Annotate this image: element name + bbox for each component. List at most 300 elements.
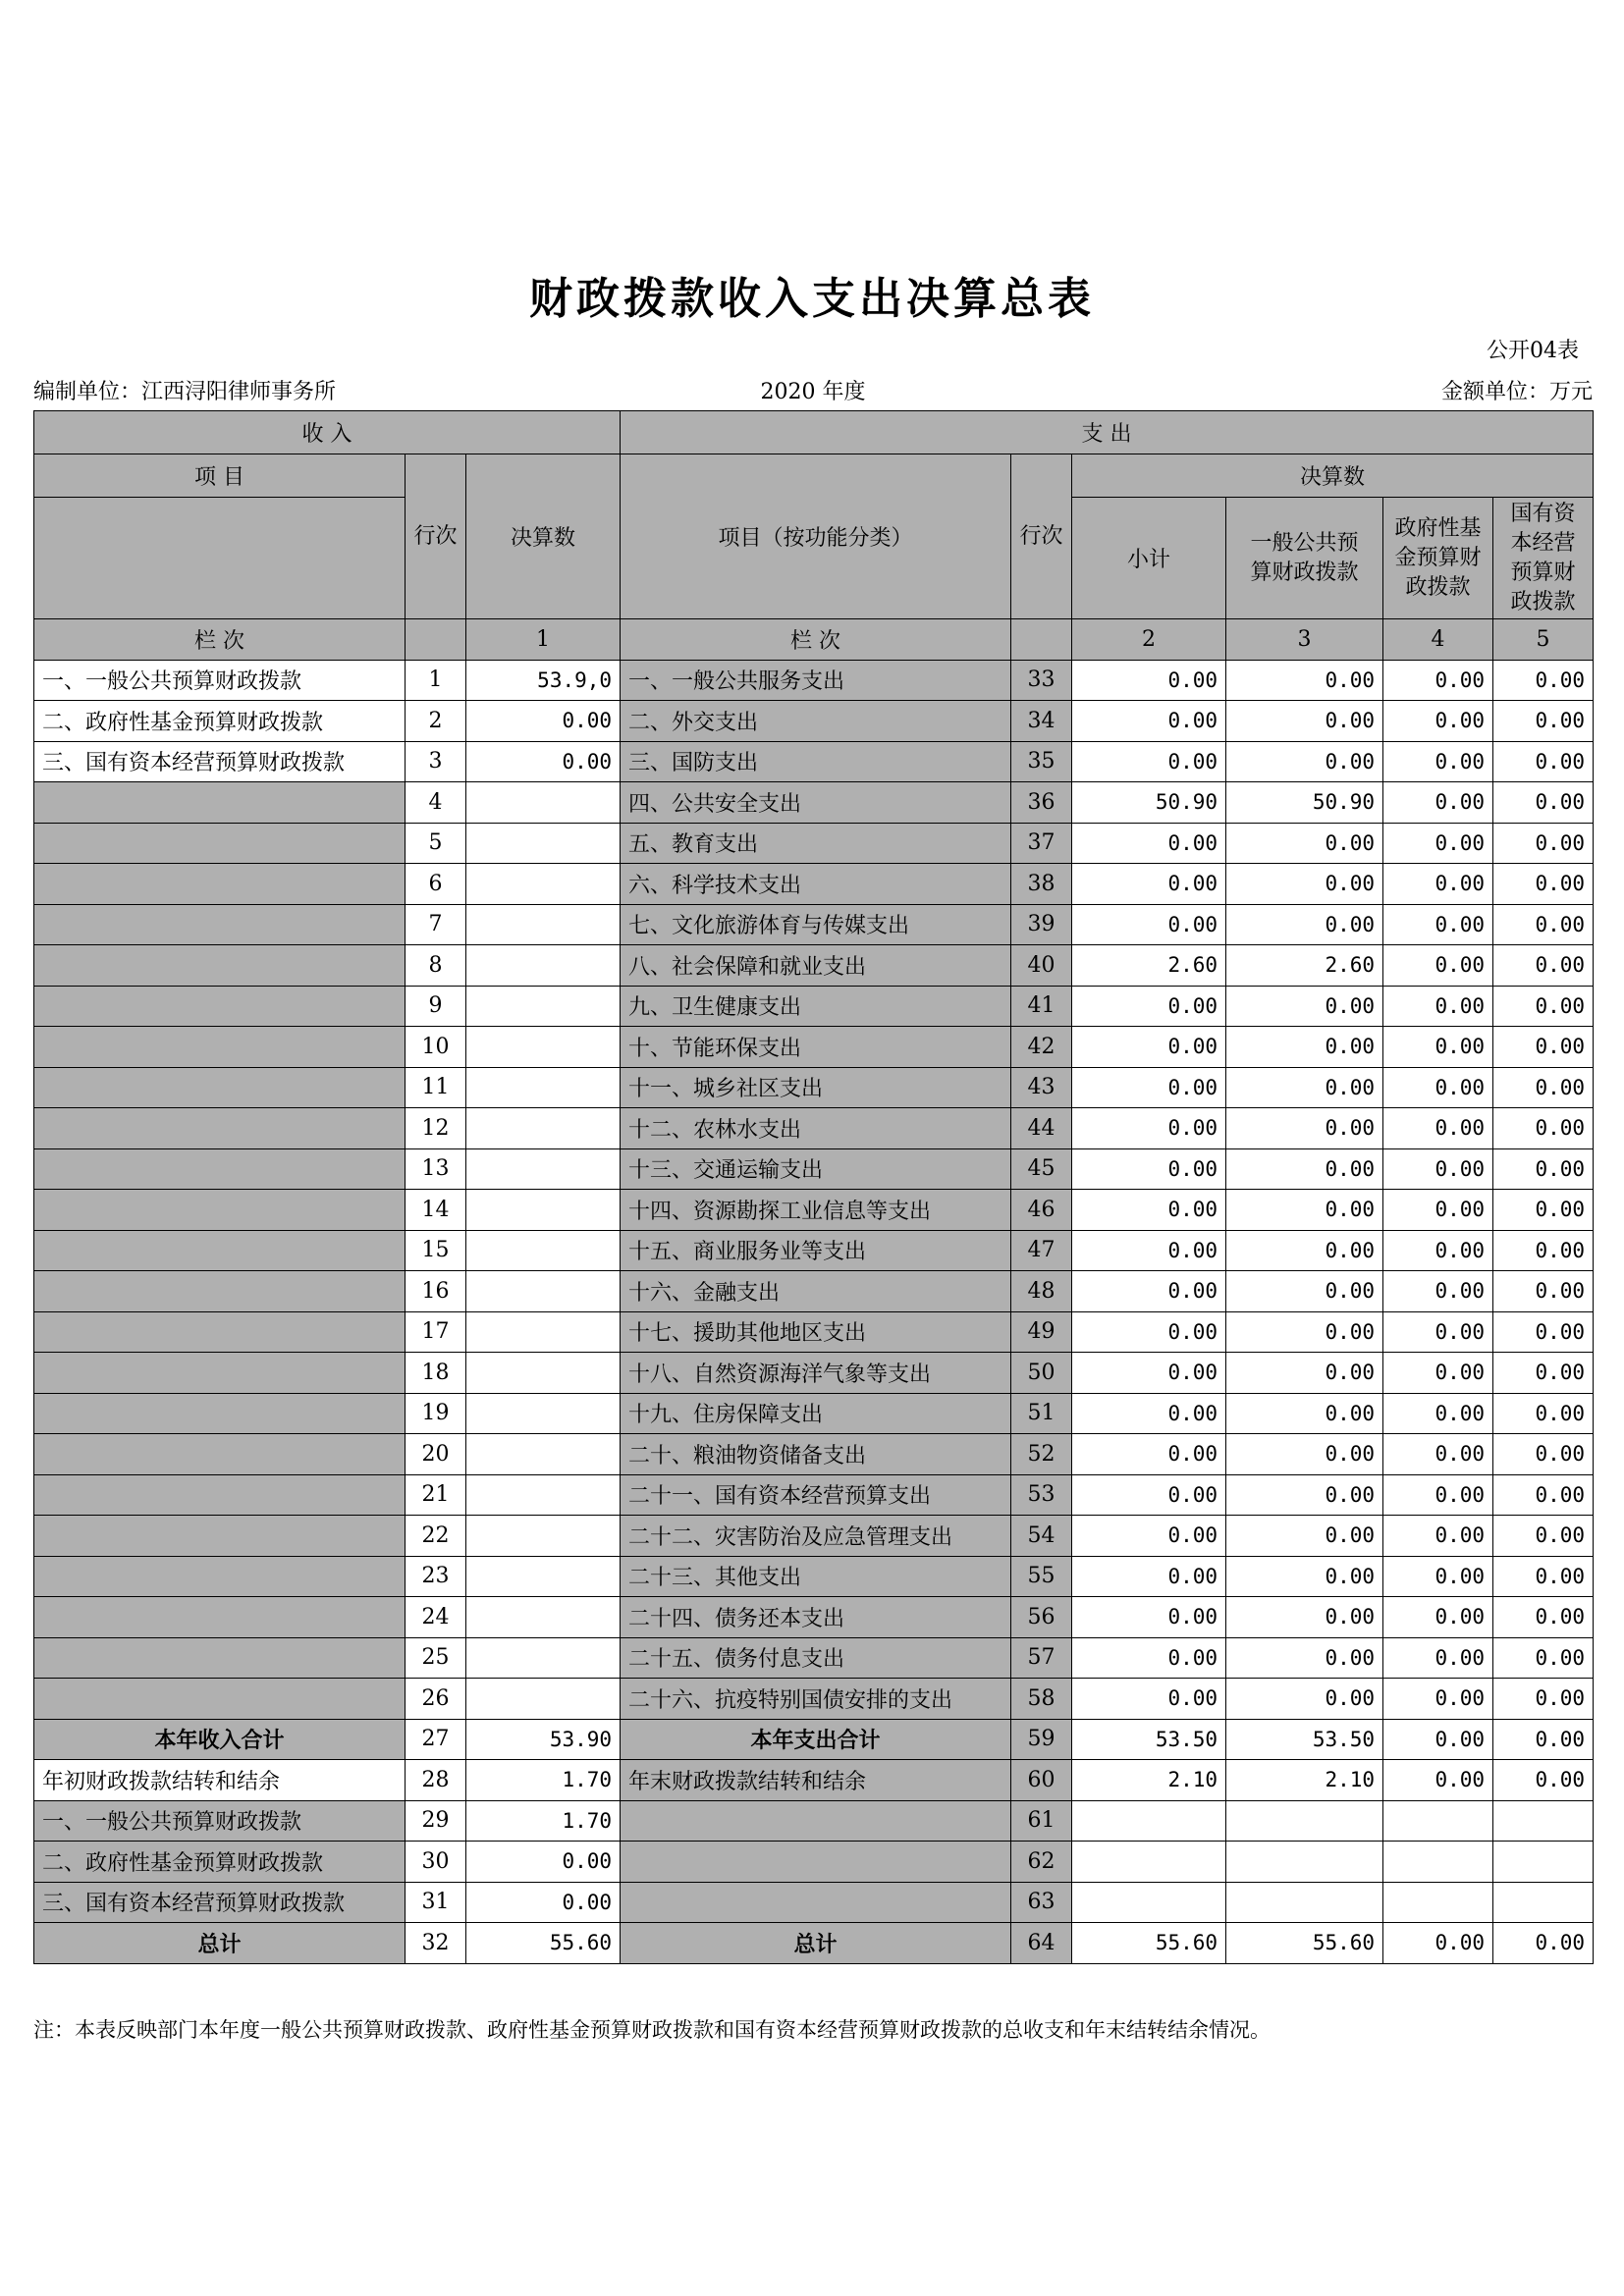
income-item	[34, 1271, 406, 1312]
income-amount	[466, 1108, 621, 1149]
subtotal-value	[1072, 1800, 1226, 1842]
state-capital-value: 0.00	[1493, 1679, 1594, 1720]
state-capital-value: 0.00	[1493, 986, 1594, 1027]
income-item	[34, 782, 406, 824]
expense-row-no: 58	[1011, 1679, 1072, 1720]
expense-item: 十一、城乡社区支出	[621, 1067, 1011, 1108]
subtotal-value: 0.00	[1072, 1067, 1226, 1108]
income-row-no: 19	[406, 1393, 466, 1434]
income-amount: 1.70	[466, 1800, 621, 1842]
income-row-no: 2	[406, 701, 466, 742]
col-3: 3	[1226, 619, 1383, 661]
table-row	[34, 1190, 1594, 1231]
income-row-no: 29	[406, 1800, 466, 1842]
expense-row-no: 45	[1011, 1148, 1072, 1190]
form-number: 公开04表	[1487, 339, 1579, 363]
subtotal-value: 0.00	[1072, 1474, 1226, 1516]
expense-item: 十七、援助其他地区支出	[621, 1311, 1011, 1353]
expense-item	[621, 1800, 1011, 1842]
subtotal-value: 0.00	[1072, 1516, 1226, 1557]
income-item	[34, 1190, 406, 1231]
subtotal-value: 2.10	[1072, 1760, 1226, 1801]
income-row-no: 21	[406, 1474, 466, 1516]
expense-row-no: 61	[1011, 1800, 1072, 1842]
col-4: 4	[1383, 619, 1493, 661]
table-row	[34, 782, 1594, 824]
table-row	[34, 1067, 1594, 1108]
state-capital-header: 国有资本经营预算财政拨款	[1493, 498, 1594, 619]
expense-row-no: 42	[1011, 1027, 1072, 1068]
general-budget-value: 0.00	[1226, 1353, 1383, 1394]
income-amount	[466, 1353, 621, 1394]
expense-item: 总计	[621, 1923, 1011, 1964]
income-row-no: 18	[406, 1353, 466, 1394]
fund-budget-value: 0.00	[1383, 1311, 1493, 1353]
income-amount	[466, 1311, 621, 1353]
fund-budget-value: 0.00	[1383, 1474, 1493, 1516]
fund-budget-header: 政府性基金预算财政拨款	[1383, 498, 1493, 619]
table-row	[34, 741, 1594, 782]
general-budget-value	[1226, 1800, 1383, 1842]
subtotal-value: 0.00	[1072, 1230, 1226, 1271]
income-row-no: 8	[406, 945, 466, 987]
amount-header: 决算数	[466, 454, 621, 619]
fund-budget-value: 0.00	[1383, 1434, 1493, 1475]
subtotal-value: 0.00	[1072, 823, 1226, 864]
expense-row-no: 44	[1011, 1108, 1072, 1149]
state-capital-value: 0.00	[1493, 660, 1594, 701]
expense-item: 三、国防支出	[621, 741, 1011, 782]
income-item: 总计	[34, 1923, 406, 1964]
income-item	[34, 864, 406, 905]
table-body	[34, 660, 1594, 1963]
subtotal-value: 0.00	[1072, 1556, 1226, 1597]
table-row	[34, 904, 1594, 945]
total-row	[34, 1923, 1594, 1964]
state-capital-value: 0.00	[1493, 1719, 1594, 1760]
table-row	[34, 1597, 1594, 1638]
income-row-no: 14	[406, 1190, 466, 1231]
general-budget-value: 2.60	[1226, 945, 1383, 987]
income-amount: 0.00	[466, 1842, 621, 1883]
subtotal-value: 0.00	[1072, 986, 1226, 1027]
expense-row-no: 54	[1011, 1516, 1072, 1557]
expense-item: 十、节能环保支出	[621, 1027, 1011, 1068]
expense-row-no: 50	[1011, 1353, 1072, 1394]
general-budget-value: 0.00	[1226, 904, 1383, 945]
general-budget-value: 0.00	[1226, 823, 1383, 864]
state-capital-value: 0.00	[1493, 1148, 1594, 1190]
expense-item: 十四、资源勘探工业信息等支出	[621, 1190, 1011, 1231]
subtotal-value: 0.00	[1072, 1148, 1226, 1190]
expense-item	[621, 1882, 1011, 1923]
item-header: 项 目	[34, 454, 406, 498]
col-2: 2	[1072, 619, 1226, 661]
income-item: 一、一般公共预算财政拨款	[34, 1800, 406, 1842]
subtotal-value: 50.90	[1072, 782, 1226, 824]
income-row-no: 25	[406, 1637, 466, 1679]
income-amount: 53.90	[466, 1719, 621, 1760]
state-capital-value: 0.00	[1493, 741, 1594, 782]
general-budget-value: 0.00	[1226, 1679, 1383, 1720]
income-row-no: 24	[406, 1597, 466, 1638]
expense-row-no: 52	[1011, 1434, 1072, 1475]
income-item	[34, 1027, 406, 1068]
state-capital-value: 0.00	[1493, 1393, 1594, 1434]
general-budget-value: 0.00	[1226, 1393, 1383, 1434]
subtotal-value: 53.50	[1072, 1719, 1226, 1760]
income-row-no: 13	[406, 1148, 466, 1190]
general-budget-value: 0.00	[1226, 741, 1383, 782]
income-amount	[466, 1637, 621, 1679]
subtotal-value: 0.00	[1072, 1353, 1226, 1394]
expense-row-no: 47	[1011, 1230, 1072, 1271]
expense-item: 八、社会保障和就业支出	[621, 945, 1011, 987]
subtotal-value: 0.00	[1072, 1108, 1226, 1149]
income-item	[34, 823, 406, 864]
income-item	[34, 1393, 406, 1434]
expense-item: 十六、金融支出	[621, 1271, 1011, 1312]
general-budget-value: 0.00	[1226, 1311, 1383, 1353]
income-item	[34, 1556, 406, 1597]
income-row-no: 22	[406, 1516, 466, 1557]
income-item: 二、政府性基金预算财政拨款	[34, 1842, 406, 1883]
expense-item: 二十一、国有资本经营预算支出	[621, 1474, 1011, 1516]
income-item	[34, 1474, 406, 1516]
table-header	[34, 411, 1594, 661]
general-budget-value: 0.00	[1226, 986, 1383, 1027]
income-item: 二、政府性基金预算财政拨款	[34, 701, 406, 742]
expense-item: 二十、粮油物资储备支出	[621, 1434, 1011, 1475]
income-item	[34, 1230, 406, 1271]
expense-row-no: 49	[1011, 1311, 1072, 1353]
state-capital-value: 0.00	[1493, 823, 1594, 864]
income-row-no: 9	[406, 986, 466, 1027]
income-amount	[466, 823, 621, 864]
page-title: 财政拨款收入支出决算总表	[529, 274, 1095, 324]
fiscal-year: 2020 年度	[760, 380, 866, 404]
expense-row-no: 33	[1011, 660, 1072, 701]
state-capital-value: 0.00	[1493, 1190, 1594, 1231]
row-no-header: 行次	[1011, 454, 1072, 619]
fund-budget-value: 0.00	[1383, 823, 1493, 864]
income-amount	[466, 1148, 621, 1190]
fund-budget-value: 0.00	[1383, 1190, 1493, 1231]
income-item	[34, 1434, 406, 1475]
income-row-no: 1	[406, 660, 466, 701]
expense-row-no: 48	[1011, 1271, 1072, 1312]
income-item: 年初财政拨款结转和结余	[34, 1760, 406, 1801]
state-capital-value	[1493, 1882, 1594, 1923]
subtotal-value: 0.00	[1072, 1679, 1226, 1720]
expense-item: 年末财政拨款结转和结余	[621, 1760, 1011, 1801]
expense-item: 五、教育支出	[621, 823, 1011, 864]
income-row-no: 16	[406, 1271, 466, 1312]
expense-item: 十二、农林水支出	[621, 1108, 1011, 1149]
table-row	[34, 1556, 1594, 1597]
fund-budget-value: 0.00	[1383, 904, 1493, 945]
income-row-no: 28	[406, 1760, 466, 1801]
subtotal-value: 0.00	[1072, 1027, 1226, 1068]
income-item	[34, 1637, 406, 1679]
table-row	[34, 823, 1594, 864]
income-amount: 0.00	[466, 741, 621, 782]
table-row	[34, 1353, 1594, 1394]
fund-budget-value: 0.00	[1383, 1230, 1493, 1271]
general-budget-value: 0.00	[1226, 1148, 1383, 1190]
state-capital-value: 0.00	[1493, 1311, 1594, 1353]
income-row-no: 11	[406, 1067, 466, 1108]
income-amount: 0.00	[466, 1882, 621, 1923]
fund-budget-value: 0.00	[1383, 1393, 1493, 1434]
subtotal-value: 2.60	[1072, 945, 1226, 987]
income-item	[34, 1597, 406, 1638]
general-budget-value: 55.60	[1226, 1923, 1383, 1964]
general-budget-value: 0.00	[1226, 1434, 1383, 1475]
income-item	[34, 904, 406, 945]
expense-row-no: 57	[1011, 1637, 1072, 1679]
subtotal-value: 0.00	[1072, 1393, 1226, 1434]
table-row	[34, 1148, 1594, 1190]
expense-item: 七、文化旅游体育与传媒支出	[621, 904, 1011, 945]
expense-item: 二十三、其他支出	[621, 1556, 1011, 1597]
state-capital-value: 0.00	[1493, 1230, 1594, 1271]
table-row	[34, 1311, 1594, 1353]
fund-budget-value: 0.00	[1383, 1271, 1493, 1312]
subtotal-value	[1072, 1842, 1226, 1883]
general-budget-value: 0.00	[1226, 1516, 1383, 1557]
income-amount	[466, 945, 621, 987]
income-amount	[466, 1679, 621, 1720]
general-budget-value: 0.00	[1226, 1027, 1383, 1068]
income-item	[34, 1679, 406, 1720]
income-row-no: 12	[406, 1108, 466, 1149]
expense-row-no: 46	[1011, 1190, 1072, 1231]
subtotal-value	[1072, 1882, 1226, 1923]
general-budget-value: 0.00	[1226, 1230, 1383, 1271]
table-row	[34, 1230, 1594, 1271]
general-budget-value: 50.90	[1226, 782, 1383, 824]
table-row	[34, 1108, 1594, 1149]
col-label: 栏 次	[621, 619, 1011, 661]
subtotal-header: 小计	[1072, 498, 1226, 619]
table-row	[34, 1679, 1594, 1720]
expense-row-no: 51	[1011, 1393, 1072, 1434]
income-amount: 53.9,0	[466, 660, 621, 701]
income-amount	[466, 1271, 621, 1312]
state-capital-value: 0.00	[1493, 1760, 1594, 1801]
money-unit: 金额单位：万元	[1440, 380, 1593, 404]
income-amount	[466, 1516, 621, 1557]
income-item	[34, 1108, 406, 1149]
income-amount	[466, 1393, 621, 1434]
fund-budget-value: 0.00	[1383, 1597, 1493, 1638]
income-item	[34, 1516, 406, 1557]
expense-item: 二十五、债务付息支出	[621, 1637, 1011, 1679]
fund-budget-value: 0.00	[1383, 782, 1493, 824]
expense-item: 二、外交支出	[621, 701, 1011, 742]
general-budget-value: 0.00	[1226, 864, 1383, 905]
income-row-no: 23	[406, 1556, 466, 1597]
subtotal-value: 0.00	[1072, 864, 1226, 905]
income-row-no: 6	[406, 864, 466, 905]
general-budget-value: 0.00	[1226, 1271, 1383, 1312]
compiling-unit: 编制单位：江西浔阳律师事务所	[33, 380, 337, 404]
state-capital-value: 0.00	[1493, 945, 1594, 987]
income-item	[34, 1353, 406, 1394]
total-row	[34, 1842, 1594, 1883]
income-row-no: 17	[406, 1311, 466, 1353]
state-capital-value: 0.00	[1493, 1923, 1594, 1964]
col-1: 1	[466, 619, 621, 661]
total-row	[34, 1719, 1594, 1760]
state-capital-value	[1493, 1842, 1594, 1883]
subtotal-value: 0.00	[1072, 1190, 1226, 1231]
expense-header: 支 出	[621, 411, 1594, 454]
income-row-no: 20	[406, 1434, 466, 1475]
expense-item: 十五、商业服务业等支出	[621, 1230, 1011, 1271]
fund-budget-value	[1383, 1800, 1493, 1842]
state-capital-value	[1493, 1800, 1594, 1842]
expense-item: 二十四、债务还本支出	[621, 1597, 1011, 1638]
general-budget-value: 0.00	[1226, 1556, 1383, 1597]
general-budget-header: 一般公共预算财政拨款	[1226, 498, 1383, 619]
fund-budget-value: 0.00	[1383, 1923, 1493, 1964]
table-row	[34, 1474, 1594, 1516]
state-capital-value: 0.00	[1493, 782, 1594, 824]
fund-budget-value: 0.00	[1383, 1148, 1493, 1190]
state-capital-value: 0.00	[1493, 1474, 1594, 1516]
income-row-no: 27	[406, 1719, 466, 1760]
table-row	[34, 945, 1594, 987]
table-row	[34, 864, 1594, 905]
income-amount	[466, 1230, 621, 1271]
expense-item: 十八、自然资源海洋气象等支出	[621, 1353, 1011, 1394]
income-item	[34, 1311, 406, 1353]
expense-row-no: 55	[1011, 1556, 1072, 1597]
income-row-no: 31	[406, 1882, 466, 1923]
fund-budget-value: 0.00	[1383, 986, 1493, 1027]
state-capital-value: 0.00	[1493, 1027, 1594, 1068]
general-budget-value	[1226, 1842, 1383, 1883]
expense-row-no: 39	[1011, 904, 1072, 945]
fund-budget-value: 0.00	[1383, 741, 1493, 782]
table-row	[34, 1516, 1594, 1557]
income-amount	[466, 1597, 621, 1638]
income-amount: 1.70	[466, 1760, 621, 1801]
subtotal-value: 0.00	[1072, 660, 1226, 701]
income-item	[34, 945, 406, 987]
state-capital-value: 0.00	[1493, 1067, 1594, 1108]
expense-row-no: 56	[1011, 1597, 1072, 1638]
general-budget-value: 53.50	[1226, 1719, 1383, 1760]
expense-item: 九、卫生健康支出	[621, 986, 1011, 1027]
income-amount: 55.60	[466, 1923, 621, 1964]
income-amount	[466, 1556, 621, 1597]
fund-budget-value	[1383, 1842, 1493, 1883]
state-capital-value: 0.00	[1493, 1108, 1594, 1149]
final-amount-header: 决算数	[1072, 454, 1594, 498]
income-item	[34, 986, 406, 1027]
income-amount	[466, 1434, 621, 1475]
income-row-no: 10	[406, 1027, 466, 1068]
subtotal-value: 0.00	[1072, 1271, 1226, 1312]
col-label-blank	[406, 619, 466, 661]
income-row-no: 4	[406, 782, 466, 824]
expense-row-no: 37	[1011, 823, 1072, 864]
state-capital-value: 0.00	[1493, 1597, 1594, 1638]
table-row	[34, 986, 1594, 1027]
table-row	[34, 1393, 1594, 1434]
expense-item: 本年支出合计	[621, 1719, 1011, 1760]
expense-row-no: 43	[1011, 1067, 1072, 1108]
col-5: 5	[1493, 619, 1594, 661]
fund-budget-value: 0.00	[1383, 1108, 1493, 1149]
state-capital-value: 0.00	[1493, 1556, 1594, 1597]
expense-row-no: 53	[1011, 1474, 1072, 1516]
expense-row-no: 59	[1011, 1719, 1072, 1760]
fund-budget-value: 0.00	[1383, 1353, 1493, 1394]
fund-budget-value: 0.00	[1383, 1637, 1493, 1679]
state-capital-value: 0.00	[1493, 1637, 1594, 1679]
total-row	[34, 1760, 1594, 1801]
expense-row-no: 40	[1011, 945, 1072, 987]
state-capital-value: 0.00	[1493, 1516, 1594, 1557]
general-budget-value	[1226, 1882, 1383, 1923]
expense-item: 四、公共安全支出	[621, 782, 1011, 824]
fund-budget-value: 0.00	[1383, 1027, 1493, 1068]
income-amount: 0.00	[466, 701, 621, 742]
general-budget-value: 2.10	[1226, 1760, 1383, 1801]
subtotal-value: 0.00	[1072, 741, 1226, 782]
subtotal-value: 0.00	[1072, 1434, 1226, 1475]
general-budget-value: 0.00	[1226, 1108, 1383, 1149]
income-row-no: 30	[406, 1842, 466, 1883]
subtotal-value: 0.00	[1072, 1311, 1226, 1353]
expense-row-no: 62	[1011, 1842, 1072, 1883]
income-item: 三、国有资本经营预算财政拨款	[34, 1882, 406, 1923]
state-capital-value: 0.00	[1493, 1353, 1594, 1394]
expense-item: 一、一般公共服务支出	[621, 660, 1011, 701]
col-label-blank	[1011, 619, 1072, 661]
expense-row-no: 60	[1011, 1760, 1072, 1801]
expense-item	[621, 1842, 1011, 1883]
income-item: 本年收入合计	[34, 1719, 406, 1760]
income-amount	[466, 782, 621, 824]
expense-item: 六、科学技术支出	[621, 864, 1011, 905]
income-item: 一、一般公共预算财政拨款	[34, 660, 406, 701]
fund-budget-value: 0.00	[1383, 1760, 1493, 1801]
fund-budget-value: 0.00	[1383, 701, 1493, 742]
fund-budget-value	[1383, 1882, 1493, 1923]
expense-item: 十三、交通运输支出	[621, 1148, 1011, 1190]
expense-row-no: 63	[1011, 1882, 1072, 1923]
subtotal-value: 0.00	[1072, 701, 1226, 742]
expense-item: 二十二、灾害防治及应急管理支出	[621, 1516, 1011, 1557]
income-amount	[466, 986, 621, 1027]
expense-row-no: 35	[1011, 741, 1072, 782]
blank-header-cell	[34, 498, 406, 619]
general-budget-value: 0.00	[1226, 660, 1383, 701]
subtotal-value: 0.00	[1072, 1637, 1226, 1679]
general-budget-value: 0.00	[1226, 1067, 1383, 1108]
income-row-no: 32	[406, 1923, 466, 1964]
subtotal-value: 0.00	[1072, 904, 1226, 945]
meta-line	[33, 375, 1593, 404]
state-capital-value: 0.00	[1493, 701, 1594, 742]
table-row	[34, 1271, 1594, 1312]
fund-budget-value: 0.00	[1383, 660, 1493, 701]
